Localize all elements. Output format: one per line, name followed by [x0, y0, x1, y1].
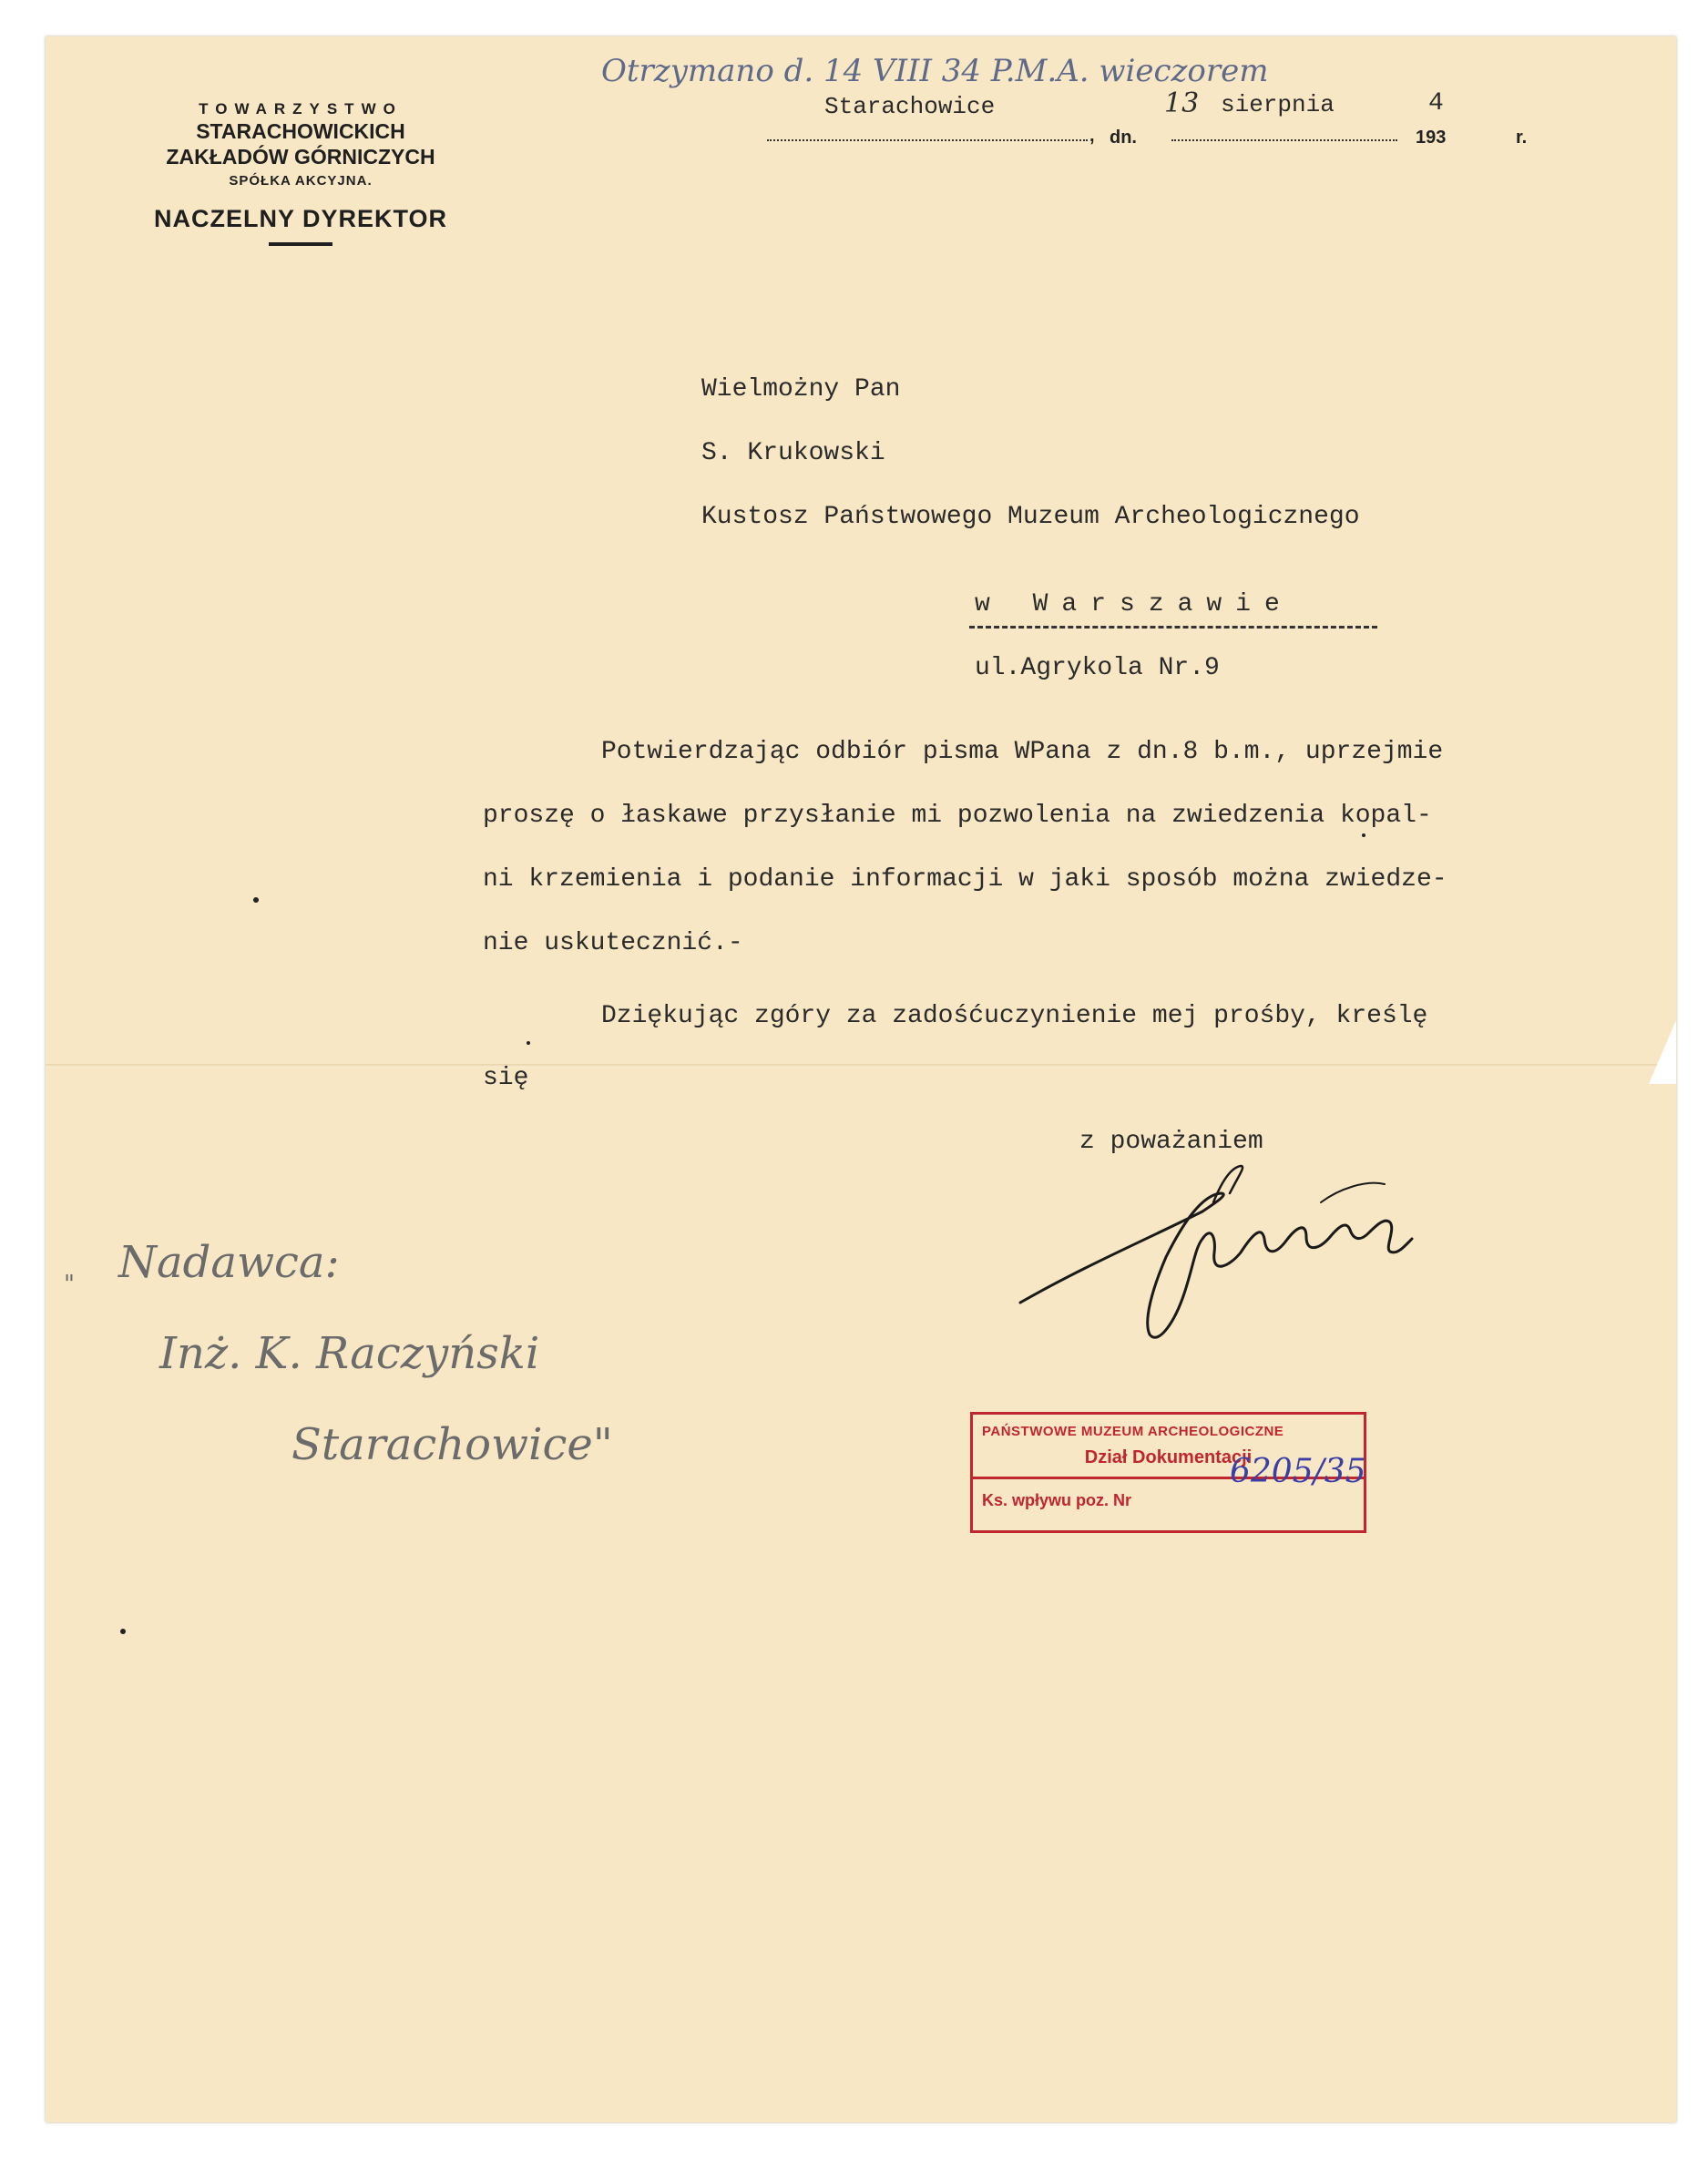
letterhead [91, 100, 510, 246]
stamp-institution: PAŃSTWOWE MUZEUM ARCHEOLOGICZNE [982, 1424, 1284, 1439]
date-year-printed: 193 [1416, 128, 1447, 148]
date-year-typed: 4 [1428, 89, 1444, 118]
letterhead-line-2: STARACHOWICKICH [196, 119, 405, 143]
closing-regards: z poważaniem [1079, 1128, 1263, 1156]
letterhead-rule [269, 242, 332, 246]
body-line-5: Dziękując zgóry za zadośćuczynienie mej prośby, kreślę [601, 1002, 1428, 1030]
torn-edge [1649, 1020, 1676, 1084]
ink-speck [1362, 833, 1365, 837]
ink-speck [120, 1629, 126, 1634]
date-dotted-line-2 [1171, 139, 1397, 141]
letterhead-line-4: SPÓŁKA AKCYJNA. [229, 173, 373, 189]
stamp-register-number: 6205/35 [1230, 1453, 1366, 1490]
pencil-sender-city: Starachowice" [291, 1419, 613, 1470]
body-line-3: ni krzemienia i podanie informacji w jaki sposób można zwiedze- [483, 865, 1447, 894]
date-month: sierpnia [1221, 91, 1335, 118]
body-line-1: Potwierdzając odbiór pisma WPana z dn.8 b.m., uprzejmie [601, 738, 1444, 766]
pencil-sender-name: Inż. K. Raczyński [159, 1328, 540, 1379]
address-name: S. Krukowski [701, 439, 885, 467]
letterhead-line-3: ZAKŁADÓW GÓRNICZYCH [166, 145, 435, 169]
fold-line [46, 1064, 1676, 1068]
date-r-label: r. [1516, 128, 1528, 148]
body-line-6: się [483, 1064, 529, 1092]
address-street: ul.Agrykola Nr.9 [975, 654, 1220, 682]
body-line-4: nie uskutecznić.- [483, 929, 743, 957]
signature-image [956, 1139, 1467, 1366]
stamp-department: Dział Dokumentacji [1084, 1447, 1253, 1467]
stamp-register-label: Ks. wpływu poz. Nr [982, 1491, 1132, 1509]
received-annotation: Otrzymano d. 14 VIII 34 P.M.A. wieczorem [601, 53, 1269, 89]
letter-paper [46, 36, 1676, 2122]
address-title: Kustosz Państwowego Muzeum Archeologicznego [701, 503, 1360, 531]
body-line-2: proszę o łaskawe przysłanie mi pozwolenia na zwiedzenia kopal- [483, 802, 1432, 830]
pencil-open-quote: " [64, 1271, 75, 1298]
address-salutation: Wielmożny Pan [701, 375, 901, 404]
date-dotted-line-1 [767, 139, 1088, 141]
date-city: Starachowice [824, 93, 996, 120]
ink-speck [527, 1041, 530, 1045]
date-comma: , [1089, 126, 1095, 146]
letterhead-line-1: TOWARZYSTWO [199, 100, 403, 118]
date-dn-label: dn. [1110, 128, 1137, 148]
address-city: w Warszawie [975, 590, 1294, 618]
date-day: 13 [1164, 87, 1200, 119]
letterhead-director: NACZELNY DYREKTOR [153, 205, 448, 232]
address-city-underline [969, 626, 1377, 629]
pencil-sender-label: Nadawca: [118, 1237, 340, 1288]
ink-speck [253, 897, 259, 903]
